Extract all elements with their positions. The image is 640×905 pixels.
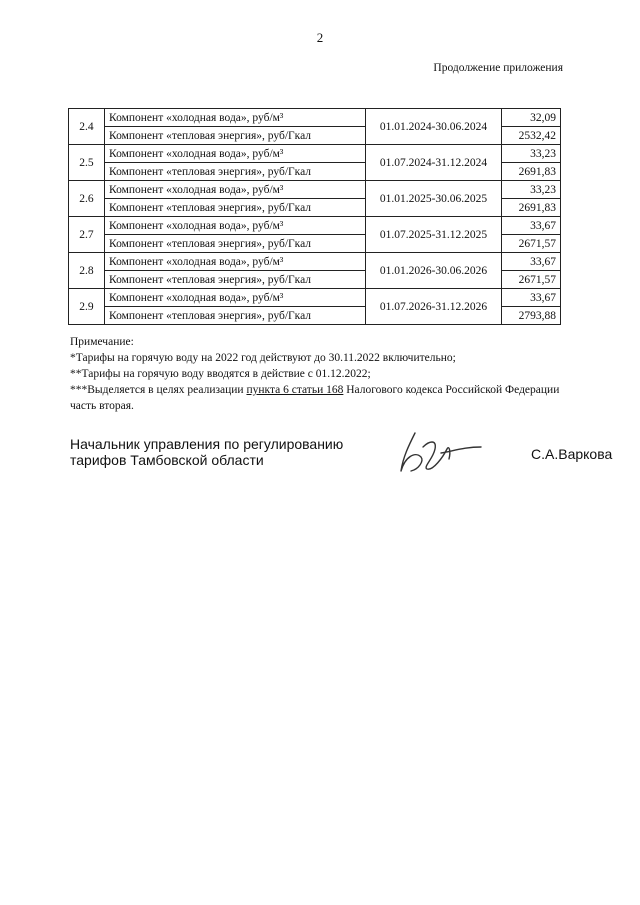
cold-water-value: 33,67 bbox=[501, 253, 560, 271]
continuation-label: Продолжение приложения bbox=[433, 62, 563, 74]
cold-water-value: 33,67 bbox=[501, 217, 560, 235]
component-cold-water: Компонент «холодная вода», руб/м³ bbox=[104, 181, 365, 199]
position-line-1: Начальник управления по регулированию bbox=[70, 436, 344, 452]
component-heat-energy: Компонент «тепловая энергия», руб/Гкал bbox=[104, 163, 365, 181]
page-number: 2 bbox=[316, 30, 324, 45]
row-number: 2.5 bbox=[69, 145, 105, 181]
signer-name: С.А.Варкова bbox=[531, 446, 613, 462]
component-cold-water: Компонент «холодная вода», руб/м³ bbox=[104, 289, 365, 307]
handwritten-signature bbox=[393, 427, 483, 479]
signatory-position bbox=[70, 436, 343, 468]
period-cell: 01.01.2025-30.06.2025 bbox=[366, 181, 501, 217]
cold-water-value: 33,23 bbox=[501, 181, 560, 199]
period-cell: 01.01.2026-30.06.2026 bbox=[366, 253, 501, 289]
table-row bbox=[69, 109, 561, 127]
table-row bbox=[69, 289, 561, 307]
component-heat-energy: Компонент «тепловая энергия», руб/Гкал bbox=[104, 199, 365, 217]
note-3 bbox=[70, 382, 570, 414]
position-line-2: тарифов Тамбовской области bbox=[70, 452, 264, 468]
note-1: *Тарифы на горячую воду на 2022 год действуют до 30.11.2022 включительно; bbox=[70, 352, 456, 364]
heat-energy-value: 2691,83 bbox=[501, 163, 560, 181]
note-2: **Тарифы на горячую воду вводятся в действие с 01.12.2022; bbox=[70, 368, 371, 380]
row-number: 2.8 bbox=[69, 253, 105, 289]
period-cell: 01.07.2026-31.12.2026 bbox=[366, 289, 501, 325]
note-3-text-before: ***Выделяется в целях реализации bbox=[70, 384, 247, 396]
period-cell: 01.07.2025-31.12.2025 bbox=[366, 217, 501, 253]
tax-code-link[interactable]: пункта 6 статьи 168 bbox=[246, 384, 344, 396]
component-heat-energy: Компонент «тепловая энергия», руб/Гкал bbox=[104, 271, 365, 289]
cold-water-value: 33,67 bbox=[501, 289, 560, 307]
period-cell: 01.07.2024-31.12.2024 bbox=[366, 145, 501, 181]
table-row bbox=[69, 217, 561, 235]
component-cold-water: Компонент «холодная вода», руб/м³ bbox=[104, 253, 365, 271]
notes-heading: Примечание: bbox=[70, 336, 134, 348]
heat-energy-value: 2691,83 bbox=[501, 199, 560, 217]
tariff-table bbox=[68, 108, 561, 325]
heat-energy-value: 2793,88 bbox=[501, 307, 560, 325]
notes bbox=[70, 334, 570, 414]
row-number: 2.4 bbox=[69, 109, 105, 145]
table-row bbox=[69, 253, 561, 271]
component-heat-energy: Компонент «тепловая энергия», руб/Гкал bbox=[104, 127, 365, 145]
table-row bbox=[69, 181, 561, 199]
row-number: 2.6 bbox=[69, 181, 105, 217]
note-3-text-after: Налогового кодекса Российской Федерации часть вторая. bbox=[70, 384, 560, 412]
component-cold-water: Компонент «холодная вода», руб/м³ bbox=[104, 217, 365, 235]
heat-energy-value: 2671,57 bbox=[501, 235, 560, 253]
component-cold-water: Компонент «холодная вода», руб/м³ bbox=[104, 109, 365, 127]
row-number: 2.9 bbox=[69, 289, 105, 325]
heat-energy-value: 2532,42 bbox=[501, 127, 560, 145]
tariff-table-body bbox=[69, 109, 561, 325]
component-heat-energy: Компонент «тепловая энергия», руб/Гкал bbox=[104, 307, 365, 325]
component-cold-water: Компонент «холодная вода», руб/м³ bbox=[104, 145, 365, 163]
table-row bbox=[69, 145, 561, 163]
period-cell: 01.01.2024-30.06.2024 bbox=[366, 109, 501, 145]
row-number: 2.7 bbox=[69, 217, 105, 253]
component-heat-energy: Компонент «тепловая энергия», руб/Гкал bbox=[104, 235, 365, 253]
cold-water-value: 32,09 bbox=[501, 109, 560, 127]
cold-water-value: 33,23 bbox=[501, 145, 560, 163]
heat-energy-value: 2671,57 bbox=[501, 271, 560, 289]
